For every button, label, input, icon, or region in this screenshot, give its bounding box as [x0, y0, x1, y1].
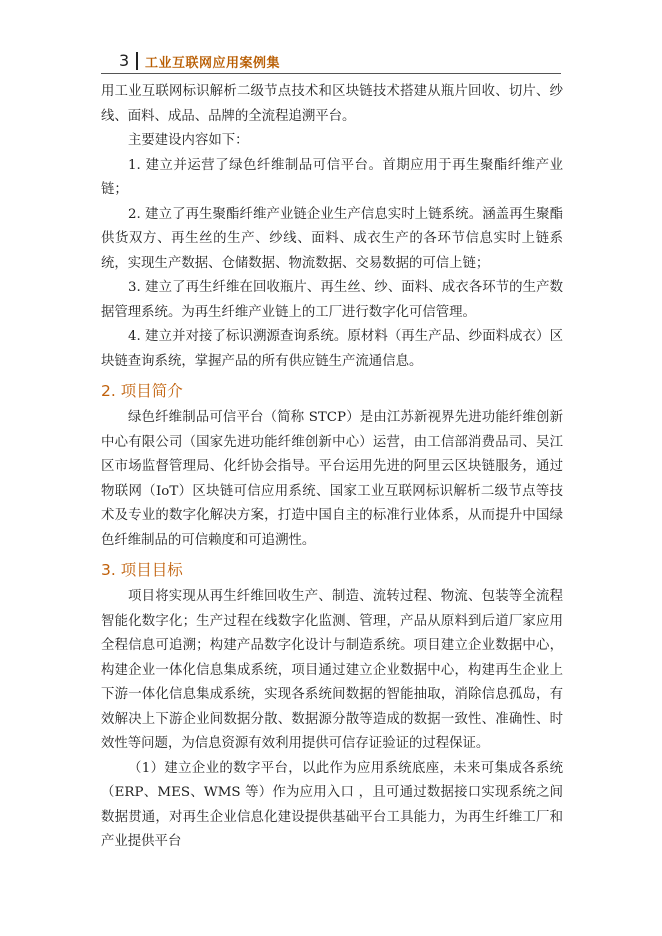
- project-intro-paragraph: 绿色纤维制品可信平台（简称 STCP）是由江苏新视界先进功能纤维创新中心有限公司（国家先进功能纤维创新中心）运营，由工信部消费品司、吴江区市场监督管理局、化纤协会指导。平台运用先进的阿里云区块链服务，通过物联网（IoT）区块链可信应用系统、国家工业互联网标识解析二级节点等技术及专业的数字化解决方案，打造中国自主的标准行业体系，从而提升中国绿色纤维制品的可信赖度和可追溯性。: [101, 410, 563, 548]
- running-title: 工业互联网应用案例集: [145, 56, 281, 71]
- list-item: 1. 建立并运营了绿色纤维制品可信平台。首期应用于再生聚酯纤维产业链；: [101, 157, 563, 197]
- section-heading-project-goals: 3. 项目目标: [101, 561, 183, 579]
- page-number: 3: [119, 51, 130, 70]
- header-divider: [136, 52, 138, 70]
- intro-continuation: 用工业互联网标识解析二级节点技术和区块链技术搭建从瓶片回收、切片、纱线、面料、成品、品牌的全流程追溯平台。: [101, 84, 563, 124]
- project-goals-paragraph: 项目将实现从再生纤维回收生产、制造、流转过程、物流、包装等全流程智能化数字化；生产过程在线数字化监测、管理，产品从原料到后道厂家应用全程信息可追溯；构建产品数字化设计与制造系统。项目建立企业数据中心，构建企业一体化信息集成系统，项目通过建立企业数据中心，构建再生企业上下游一体化信息集成系统，实现各系统间数据的智能抽取，消除信息孤岛，有效解决上下游企业间数据分散、数据源分散等造成的数据一致性、准确性、时效性等问题，为信息资源有效利用提供可信存证验证的过程保证。: [101, 589, 563, 751]
- page-body: [101, 80, 563, 855]
- header-rule: [101, 73, 561, 74]
- section-heading-project-intro: 2. 项目简介: [101, 382, 183, 400]
- list-item: 2. 建立了再生聚酯纤维产业链企业生产信息实时上链系统。涵盖再生聚酯供货双方、再生丝的生产、纱线、面料、成衣生产的各环节信息实时上链系统，实现生产数据、仓储数据、物流数据、交易数据的可信上链；: [101, 206, 563, 271]
- list-item: 4. 建立并对接了标识溯源查询系统。原材料（再生产品、纱面料成衣）区块链查询系统，掌握产品的所有供应链生产流通信息。: [101, 329, 563, 369]
- page-header: [101, 50, 561, 72]
- list-item: 3. 建立了再生纤维在回收瓶片、再生丝、纱、面料、成衣各环节的生产数据管理系统。为再生纤维产业链上的工厂进行数字化可信管理。: [101, 280, 563, 320]
- main-content-label: 主要建设内容如下：: [128, 133, 249, 148]
- project-goals-paragraph: （1）建立企业的数字平台，以此作为应用系统底座，未来可集成各系统（ERP、MES、WMS 等）作为应用入口 ，且可通过数据接口实现系统之间数据贯通，对再生企业信息化建设提供基础平台工具能力，为再生纤维工厂和产业提供平台: [101, 760, 563, 849]
